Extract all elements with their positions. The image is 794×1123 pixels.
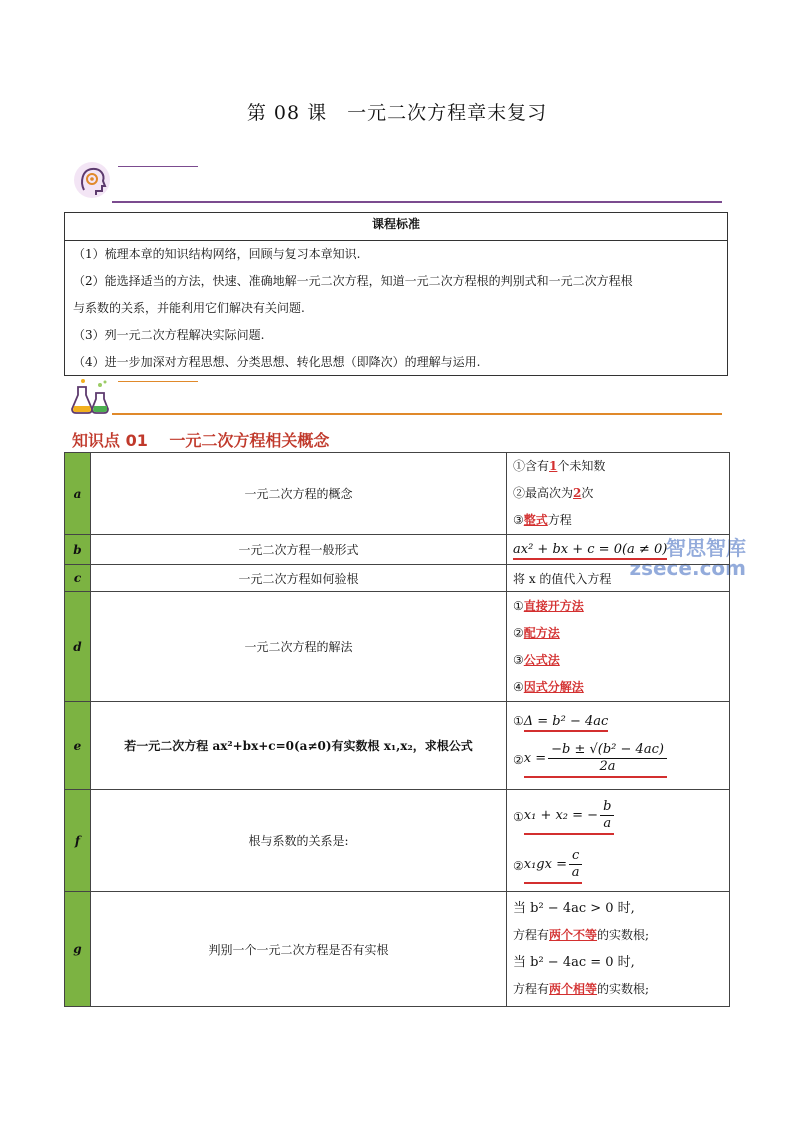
standard-item: （1）梳理本章的知识结构网络，回顾与复习本章知识. <box>73 247 361 261</box>
page-title: 第 08 课 一元二次方程章末复习 <box>246 102 548 124</box>
row-concept: 根与系数的关系是: <box>91 790 507 892</box>
text: 方程有 <box>513 928 550 942</box>
numerator: b <box>600 799 614 816</box>
brain-head-icon <box>72 160 112 200</box>
table-row <box>65 535 730 565</box>
formula: Δ = b² − 4ac <box>524 714 609 732</box>
text: ④ <box>513 679 524 694</box>
formula <box>524 742 667 778</box>
standard-item: （4）进一步加深对方程思想、分类思想、转化思想（即降次）的理解与运用. <box>73 355 481 369</box>
formula-lhs: x₁ + x₂ = − <box>523 807 599 823</box>
header-short-line <box>118 166 198 167</box>
answer: 整式 <box>523 513 548 527</box>
table-row <box>65 892 730 1007</box>
row-concept: 一元二次方程一般形式 <box>91 535 507 565</box>
watermark-line: zsece.com <box>629 556 746 580</box>
denominator: a <box>603 815 612 831</box>
text: ① <box>513 598 524 613</box>
knowledge-point-title: 知识点 01 一元二次方程相关概念 <box>72 431 330 450</box>
watermark-line: 智思智库 <box>666 536 746 560</box>
answer: 直接开方法 <box>523 598 584 613</box>
text: 的实数根; <box>597 928 650 942</box>
answer: 公式法 <box>523 652 560 667</box>
formula <box>524 799 615 835</box>
row-concept: 一元二次方程的解法 <box>91 592 507 702</box>
row-concept: 判别一个一元二次方程是否有实根 <box>91 892 507 1007</box>
condition-text: 当 b² − 4ac > 0 时, <box>513 901 635 916</box>
row-concept: 若一元二次方程 ax²+bx+c=0(a≠0)有实数根 x₁,x₂，求根公式 <box>91 702 507 790</box>
section-short-line <box>118 381 198 382</box>
text: ② <box>513 752 524 767</box>
text: ② <box>513 625 524 640</box>
text: 方程有 <box>513 982 550 996</box>
table-row <box>65 702 730 790</box>
formula-lhs: x = <box>523 750 547 766</box>
standard-item: （2）能选择适当的方法，快速、准确地解一元二次方程，知道一元二次方程根的判别式和一元二次方程根 <box>73 274 633 288</box>
numerator: c <box>569 848 582 865</box>
answer: 1 <box>549 459 558 473</box>
row-detail: 将 x 的值代入方程 <box>507 565 730 592</box>
condition-text: 当 b² − 4ac = 0 时, <box>513 955 635 970</box>
text: ② <box>513 858 524 873</box>
standard-item: 与系数的关系，并能利用它们解决有关问题. <box>73 301 305 315</box>
text: ②最高次为 <box>513 486 574 500</box>
course-standard-heading: 课程标准 <box>65 213 727 241</box>
row-detail <box>507 702 730 790</box>
text: ① <box>513 713 524 728</box>
row-detail <box>507 453 730 535</box>
course-standard-box <box>64 212 728 376</box>
row-key: b <box>65 535 91 565</box>
numerator: −b ± √(b² − 4ac) <box>548 742 667 759</box>
row-key: f <box>65 790 91 892</box>
flask-icon <box>70 377 110 415</box>
answer: 两个不等 <box>549 928 598 942</box>
row-concept: 一元二次方程的概念 <box>91 453 507 535</box>
text: ① <box>513 809 524 824</box>
answer: 配方法 <box>523 625 560 640</box>
text: ③ <box>513 513 524 527</box>
text: 次 <box>581 486 594 500</box>
text: 的实数根; <box>597 982 650 996</box>
text: 个未知数 <box>557 459 606 473</box>
row-detail <box>507 790 730 892</box>
answer: 因式分解法 <box>523 679 584 694</box>
row-key: c <box>65 565 91 592</box>
row-key: g <box>65 892 91 1007</box>
section-divider <box>112 413 722 415</box>
standard-item: （3）列一元二次方程解决实际问题. <box>73 328 265 342</box>
text: ①含有 <box>513 459 550 473</box>
concept-table <box>64 452 730 1007</box>
row-key: e <box>65 702 91 790</box>
table-row <box>65 592 730 702</box>
text: ③ <box>513 652 524 667</box>
row-key: d <box>65 592 91 702</box>
row-concept: 一元二次方程如何验根 <box>91 565 507 592</box>
formula-lhs: x₁gx = <box>523 856 567 872</box>
row-detail <box>507 592 730 702</box>
table-row <box>65 790 730 892</box>
answer: 两个相等 <box>549 982 598 996</box>
row-detail <box>507 892 730 1007</box>
table-row <box>65 565 730 592</box>
row-detail <box>507 535 730 565</box>
formula: ax² + bx + c = 0(a ≠ 0) <box>513 542 667 560</box>
text: 方程 <box>547 513 572 527</box>
header-divider <box>112 201 722 203</box>
denominator: 2a <box>599 758 616 774</box>
row-key: a <box>65 453 91 535</box>
answer: 2 <box>573 486 582 500</box>
denominator: a <box>571 864 580 880</box>
formula <box>524 848 583 884</box>
table-row <box>65 453 730 535</box>
